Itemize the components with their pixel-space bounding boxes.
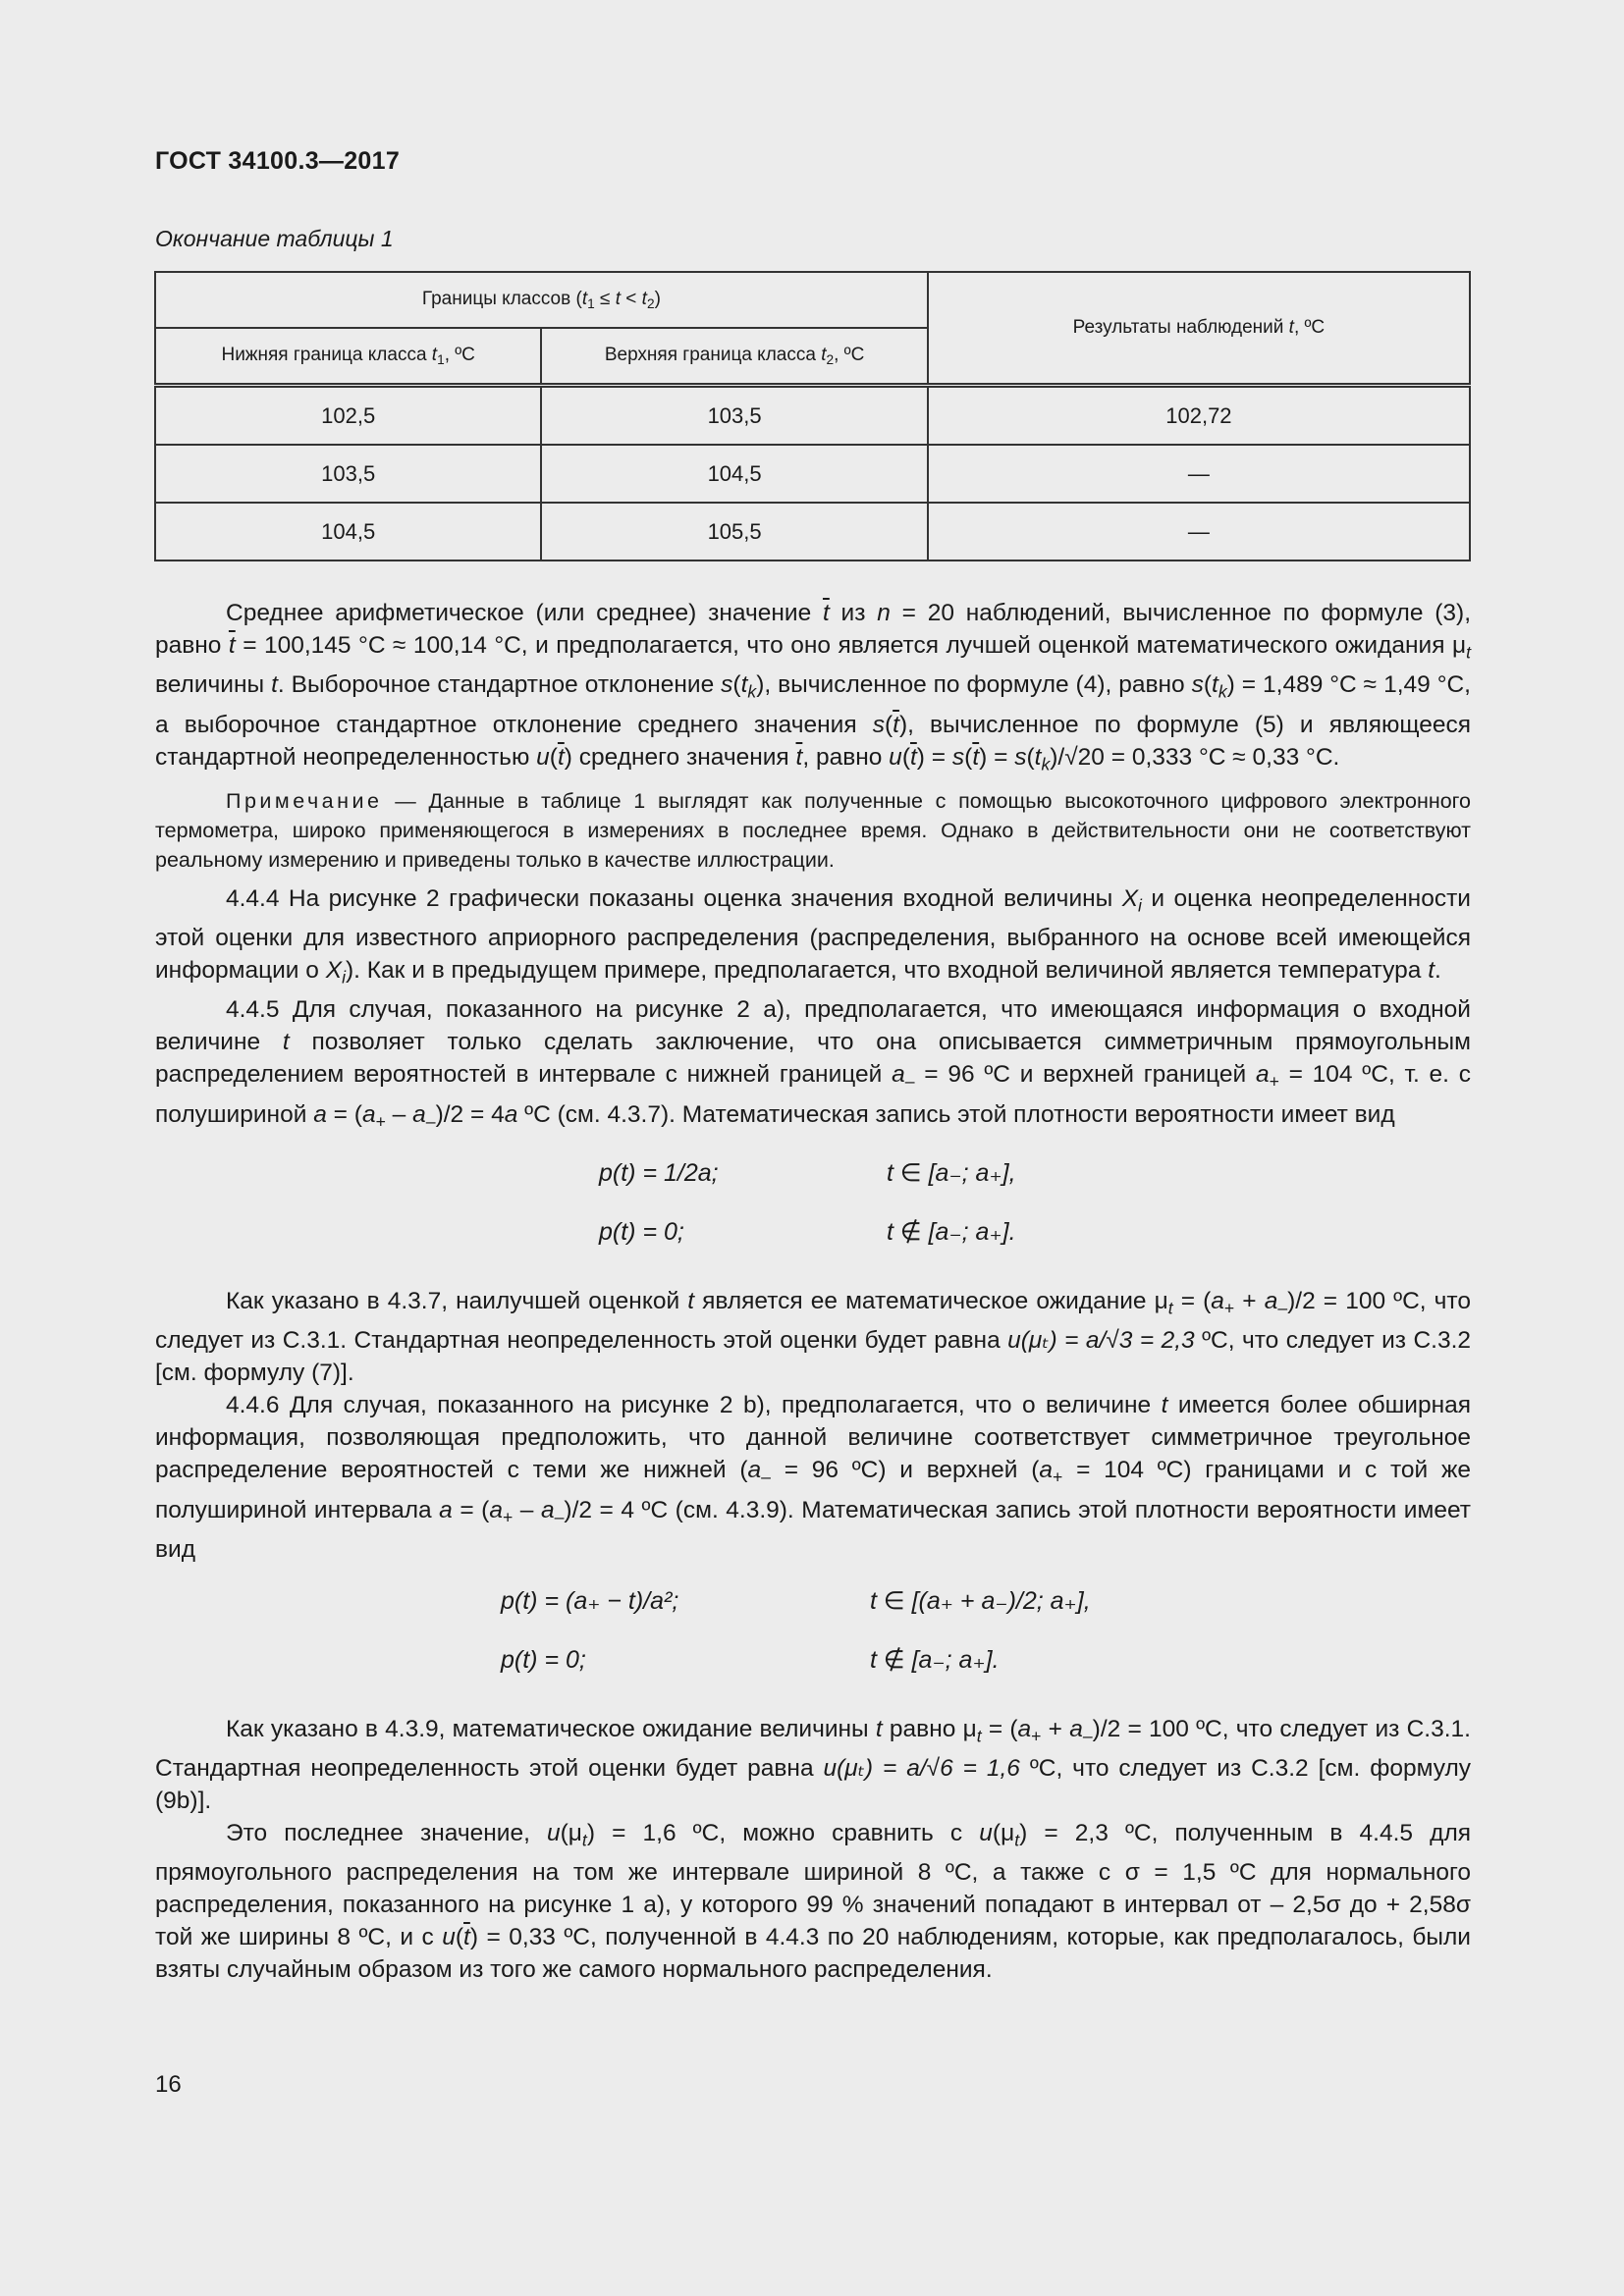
formula-triangular-zero (155, 1632, 1471, 1691)
formula-line: p(t) = 0; (599, 1217, 684, 1246)
table-cell: 102,5 (155, 386, 541, 446)
formula-line: p(t) = 0; (501, 1645, 586, 1674)
note: Примечание — Данные в таблице 1 выглядят как полученные с помощью высокоточного цифрового электронного термометра, широко применяющегося в измерениях в последнее время. Однако в действительности они не соответствуют реальному измерению и приведены только в качестве иллюстрации. (155, 788, 1471, 872)
table-row (155, 445, 1470, 503)
class-bounds-table (154, 271, 1471, 561)
page-number: 16 (155, 2071, 182, 2098)
standard-header: ГОСТ 34100.3—2017 (155, 147, 401, 175)
formula-condition: t ∉ [a₋; a₊]. (887, 1217, 1016, 1246)
table-cell: — (928, 445, 1470, 503)
note-label: Примечание (226, 788, 383, 813)
lower-bound-header: Нижняя граница класса $t_1$, ºC (155, 328, 541, 386)
table-row (155, 503, 1470, 561)
body-text (155, 597, 1471, 1986)
class-bounds-group-header: Границы классов $(t_1 \le t < t_2)$ (155, 272, 928, 328)
table-cell: 102,72 (928, 386, 1470, 446)
table-row (155, 386, 1470, 446)
table-cell: 103,5 (541, 386, 927, 446)
table-cell: 103,5 (155, 445, 541, 503)
formula-condition: t ∈ [a₋; a₊], (887, 1158, 1016, 1187)
paragraph-rectangular-result: Как указано в 4.3.7, наилучшей оценкой t является ее математическое ожидание $\mu_t = (a_+ + a_-)/2 = 100$ ºC, что следует из С.3.1. Стандартная неопределенность этой оценки будет равна u(μₜ) = a/√3 = 2,3 ºC, что следует из С.3.2 [см. формулу (7)]. (155, 1287, 1472, 1387)
table-cell: 104,5 (155, 503, 541, 561)
formula-line: p(t) = (a₊ − t)/a²; (501, 1586, 679, 1615)
formula-rectangular (155, 1146, 1471, 1204)
paragraph-comparison: Это последнее значение, $u(\mu_t) = 1,6$ ºC, можно сравнить с $u(\mu_t) = 2,3$ ºC, полученным в 4.4.5 для прямоугольного распределения на том же интервале шириной 8 ºC, а также с σ = 1,5 ºC для нормального распределения, показанного на рисунке 1 а), у которого 99 % значений попадают в интервал от – 2,5σ до + 2,58σ той же ширины 8 ºC, и с $u(\overline{t}) = 0,33$ ºC, полученной в 4.4.3 по 20 наблюдениям, которые, как предполагалось, были взяты случайным образом из того же самого нормального распределения. (155, 1820, 1472, 1984)
observations-header: Результаты наблюдений t, ºC (928, 272, 1470, 386)
formula-line: p(t) = 1/2a; (599, 1158, 719, 1187)
formula-condition: t ∉ [a₋; a₊]. (870, 1645, 1000, 1674)
paragraph-4-4-5: 4.4.5 Для случая, показанного на рисунке 2 а), предполагается, что имеющаяся информация о входной величине t позволяет только сделать заключение, что она описывается симметричным прямоугольным распределением вероятностей в интервале с нижней границей $a_- = 96$ ºC и верхней границей $a_+ = 104$ ºC, т. е. с полушириной $a = (a_+ - a_-)/2 = 4a$ ºC (см. 4.3.7). Математическая запись этой плотности вероятности имеет вид (155, 996, 1471, 1131)
paragraph-4-4-4: 4.4.4 На рисунке 2 графически показаны оценка значения входной величины $X_i$ и оценка неопределенности этой оценки для известного априорного распределения (распределения, выбранного на основе всей имеющейся информации о $X_i$). Как и в предыдущем примере, предполагается, что входной величиной является температура t. (155, 884, 1471, 988)
formula-rectangular-zero (155, 1204, 1471, 1263)
paragraph-4-4-6: 4.4.6 Для случая, показанного на рисунке 2 b), предполагается, что о величине t имеется более обширная информация, позволяющая предположить, что данной величине соответствует симметричное треугольное распределение вероятностей с теми же нижней ($a_- = 96$ ºC) и верхней ($a_+ = 104$ ºC) границами и с той же полушириной интервала $a = (a_+ - a_-)/2 = 4$ ºC (см. 4.3.9). Математическая запись этой плотности вероятности имеет вид (155, 1392, 1471, 1563)
table-cell: 105,5 (541, 503, 927, 561)
table-cell: 104,5 (541, 445, 927, 503)
paragraph-mean-estimate: Среднее арифметическое (или среднее) значение $\overline{t}$ из n = 20 наблюдений, вычисленное по формуле (3), равно $\overline{t} = 100,145$ °C ≈ 100,14 °C, и предполагается, что оно является лучшей оценкой математического ожидания $\mu_t$ величины t. Выборочное стандартное отклонение $s(t_k)$, вычисленное по формуле (4), равно $s(t_k) = 1,489$ °C ≈ 1,49 °C, а выборочное стандартное отклонение среднего значения $s(\overline{t})$, вычисленное по формуле (5) и являющееся стандартной неопределенностью $u(\overline{t})$ среднего значения $\overline{t}$, равно $u(\overline{t}) = s(\overline{t}) = s(t_k)/√20 = 0,333$ °C ≈ 0,33 °C. (155, 600, 1472, 774)
paragraph-triangular-result: Как указано в 4.3.9, математическое ожидание величины t равно $\mu_t = (a_+ + a_-)/2 = 100$ ºC, что следует из С.3.1. Стандартная неопределенность этой оценки будет равна u(μₜ) = a/√6 = 1,6 ºC, что следует из С.3.2 [см. формулу (9b)]. (155, 1715, 1471, 1815)
table-cell: — (928, 503, 1470, 561)
upper-bound-header: Верхняя граница класса $t_2$, ºC (541, 328, 927, 386)
formula-condition: t ∈ [(a₊ + a₋)/2; a₊], (870, 1586, 1091, 1615)
table-caption: Окончание таблицы 1 (155, 226, 394, 251)
formula-triangular (155, 1574, 1471, 1632)
